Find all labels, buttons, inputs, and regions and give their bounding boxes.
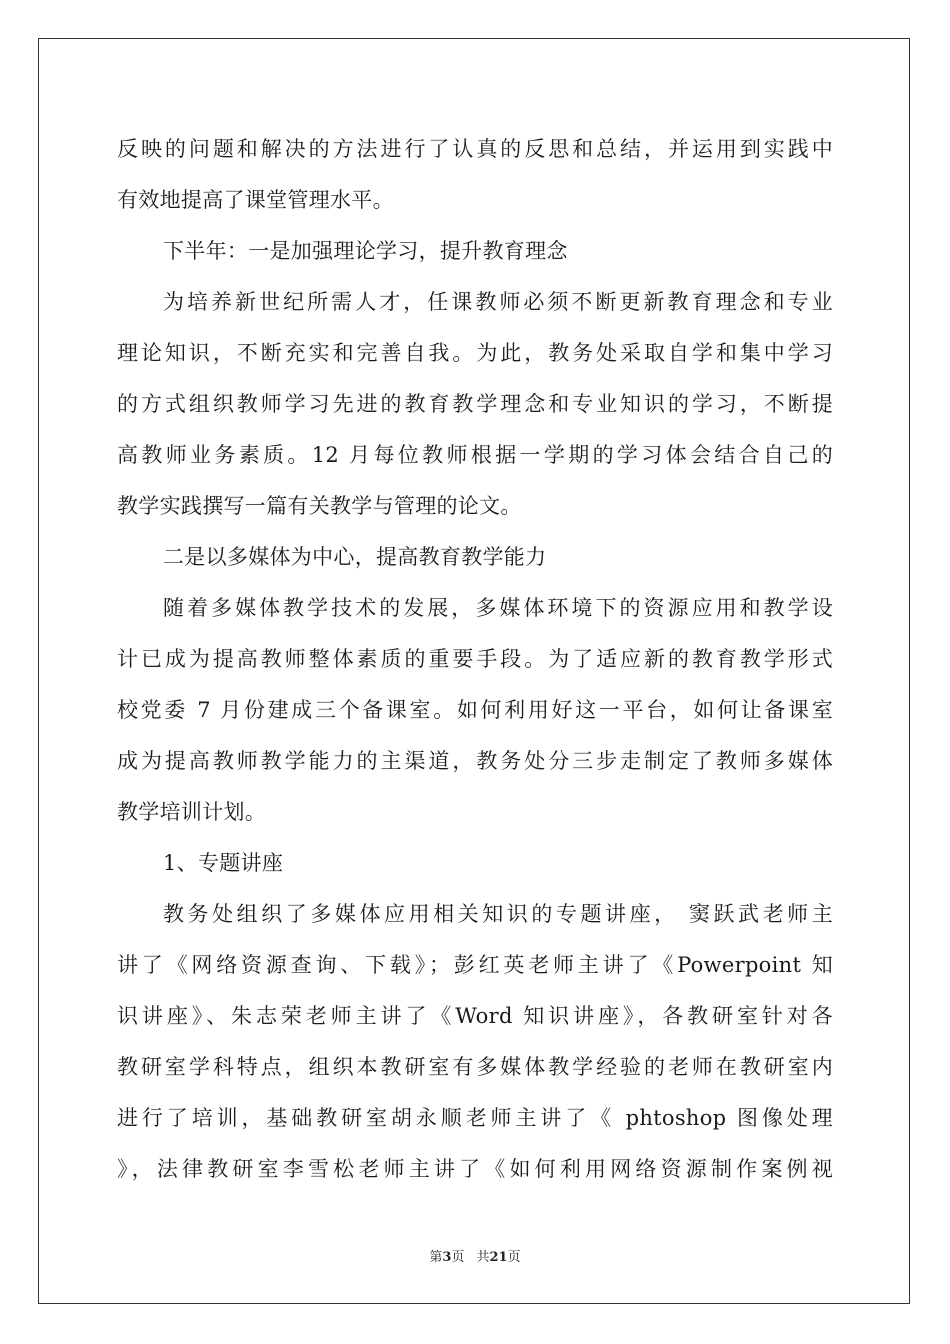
total-pages: 21 (489, 1250, 508, 1265)
text-line: 教务处组织了多媒体应用相关知识的专题讲座， 窦跃武老师主 (163, 902, 833, 926)
section-heading: 二是以多媒体为中心，提高教育教学能力 (163, 545, 547, 569)
text-line: 的方式组织教师学习先进的教育教学理念和专业知识的学习，不断提 (117, 392, 833, 416)
page-label-suffix: 页 (451, 1250, 465, 1265)
text-line: 为培养新世纪所需人才，任课教师必须不断更新教育理念和专业 (163, 290, 833, 314)
total-label-suffix: 页 (507, 1250, 521, 1265)
text-line: 教学实践撰写一篇有关教学与管理的论文。 (117, 494, 522, 518)
text-line: 反映的问题和解决的方法进行了认真的反思和总结，并运用到实践中 (117, 137, 833, 161)
text-line: 进行了培训，基础教研室胡永顺老师主讲了《 phtoshop 图像处理 (117, 1106, 833, 1130)
page-number: 3 (442, 1250, 452, 1265)
text-line: 理论知识，不断充实和完善自我。为此，教务处采取自学和集中学习 (117, 341, 833, 365)
text-line: 教研室学科特点，组织本教研室有多媒体教学经验的老师在教研室内 (117, 1055, 833, 1079)
text-line: 教学培训计划。 (117, 800, 267, 824)
page-label-prefix: 第 (429, 1250, 443, 1265)
text-line: 讲了《网络资源查询、下载》；彭红英老师主讲了《Powerpoint 知 (117, 953, 833, 977)
text-line: 计已成为提高教师整体素质的重要手段。为了适应新的教育教学形式 (117, 647, 833, 671)
text-line: 高教师业务素质。12 月每位教师根据一学期的学习体会结合自己的 (117, 443, 833, 467)
text-line: 成为提高教师教学能力的主渠道，教务处分三步走制定了教师多媒体 (117, 749, 833, 773)
text-line: 校党委 7 月份建成三个备课室。如何利用好这一平台，如何让备课室 (117, 698, 833, 722)
text-line: 有效地提高了课堂管理水平。 (117, 188, 394, 212)
text-line: 随着多媒体教学技术的发展，多媒体环境下的资源应用和教学设 (163, 596, 833, 620)
total-label-prefix: 共 (476, 1250, 490, 1265)
section-heading: 下半年：一是加强理论学习，提升教育理念 (163, 239, 568, 263)
text-line: 》，法律教研室李雪松老师主讲了《如何利用网络资源制作案例视 (117, 1157, 833, 1181)
text-line: 识讲座》、朱志荣老师主讲了《Word 知识讲座》，各教研室针对各 (117, 1004, 833, 1028)
document-body (117, 124, 833, 1195)
page-footer (0, 1246, 950, 1265)
section-heading: 1、专题讲座 (163, 851, 284, 875)
